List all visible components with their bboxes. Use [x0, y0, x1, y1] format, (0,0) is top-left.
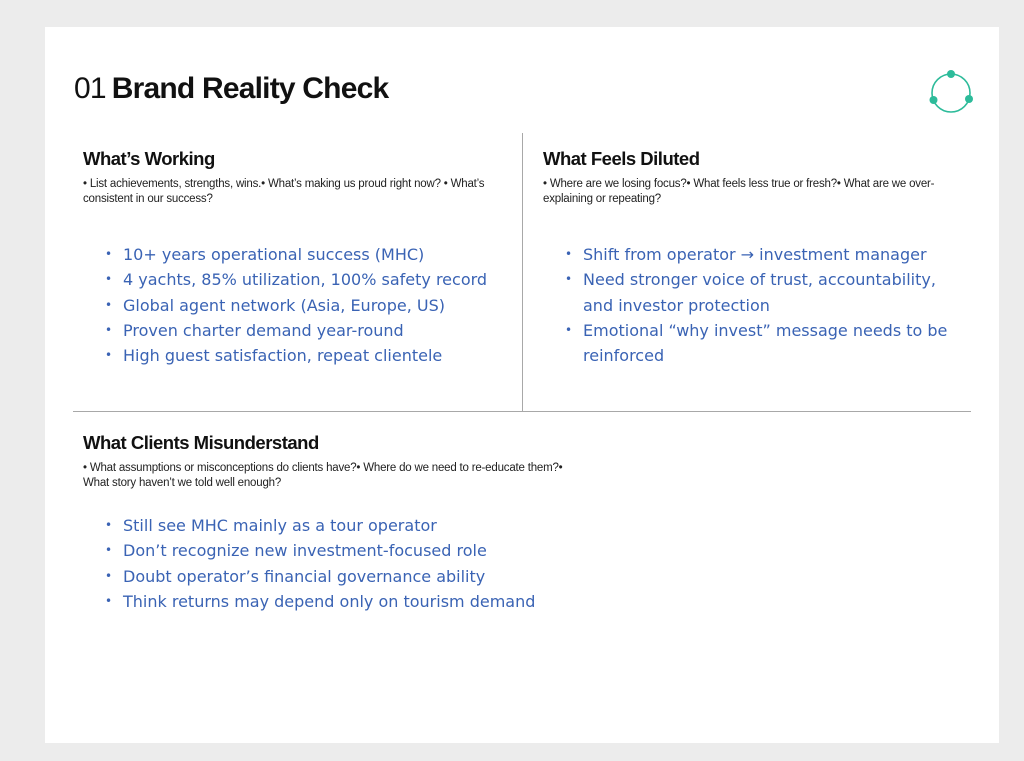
- slide: [45, 27, 999, 743]
- list-item: • 10+ years operational success (MHC): [83, 242, 503, 267]
- list-item: • Don’t recognize new investment-focused role: [83, 538, 583, 563]
- slide-title-text: Brand Reality Check: [111, 72, 389, 105]
- list-item: • Proven charter demand year-round: [83, 318, 503, 343]
- list-item: • Global agent network (Asia, Europe, US): [83, 293, 503, 318]
- bullet-list: [83, 242, 503, 368]
- section-prompt: • List achievements, strengths, wins.• What’s making us proud right now? • What’s consistent in our success?: [83, 178, 485, 205]
- section-heading: What Feels Diluted: [543, 148, 700, 169]
- circular-nodes-icon: [925, 65, 979, 119]
- section-what-feels-diluted: [543, 147, 963, 368]
- list-item: • Shift from operator → investment manager: [543, 242, 963, 267]
- section-prompt: • Where are we losing focus?• What feels less true or fresh?• What are we over-explaining or repeating?: [543, 178, 935, 205]
- slide-title: [74, 71, 388, 107]
- slide-number: 01: [74, 72, 106, 105]
- section-heading: What’s Working: [83, 148, 215, 169]
- bullet-list: [83, 513, 583, 614]
- list-item: • 4 yachts, 85% utilization, 100% safety record: [83, 267, 503, 292]
- list-item: • Emotional “why invest” message needs to be reinforced: [543, 318, 963, 369]
- section-whats-working: [83, 147, 503, 368]
- section-what-clients-misunderstand: [83, 431, 583, 614]
- section-prompt: • What assumptions or misconceptions do clients have?• Where do we need to re-educate them?• What story haven’t we told well enough?: [83, 462, 563, 489]
- list-item: • Still see MHC mainly as a tour operator: [83, 513, 583, 538]
- section-heading: What Clients Misunderstand: [83, 432, 319, 453]
- list-item: • Doubt operator’s financial governance ability: [83, 564, 583, 589]
- list-item: • Think returns may depend only on tourism demand: [83, 589, 583, 614]
- bullet-list: [543, 242, 963, 368]
- list-item: • Need stronger voice of trust, accountability, and investor protection: [543, 267, 963, 318]
- vertical-divider: [522, 133, 523, 411]
- horizontal-divider: [73, 411, 971, 412]
- list-item: • High guest satisfaction, repeat clientele: [83, 343, 503, 368]
